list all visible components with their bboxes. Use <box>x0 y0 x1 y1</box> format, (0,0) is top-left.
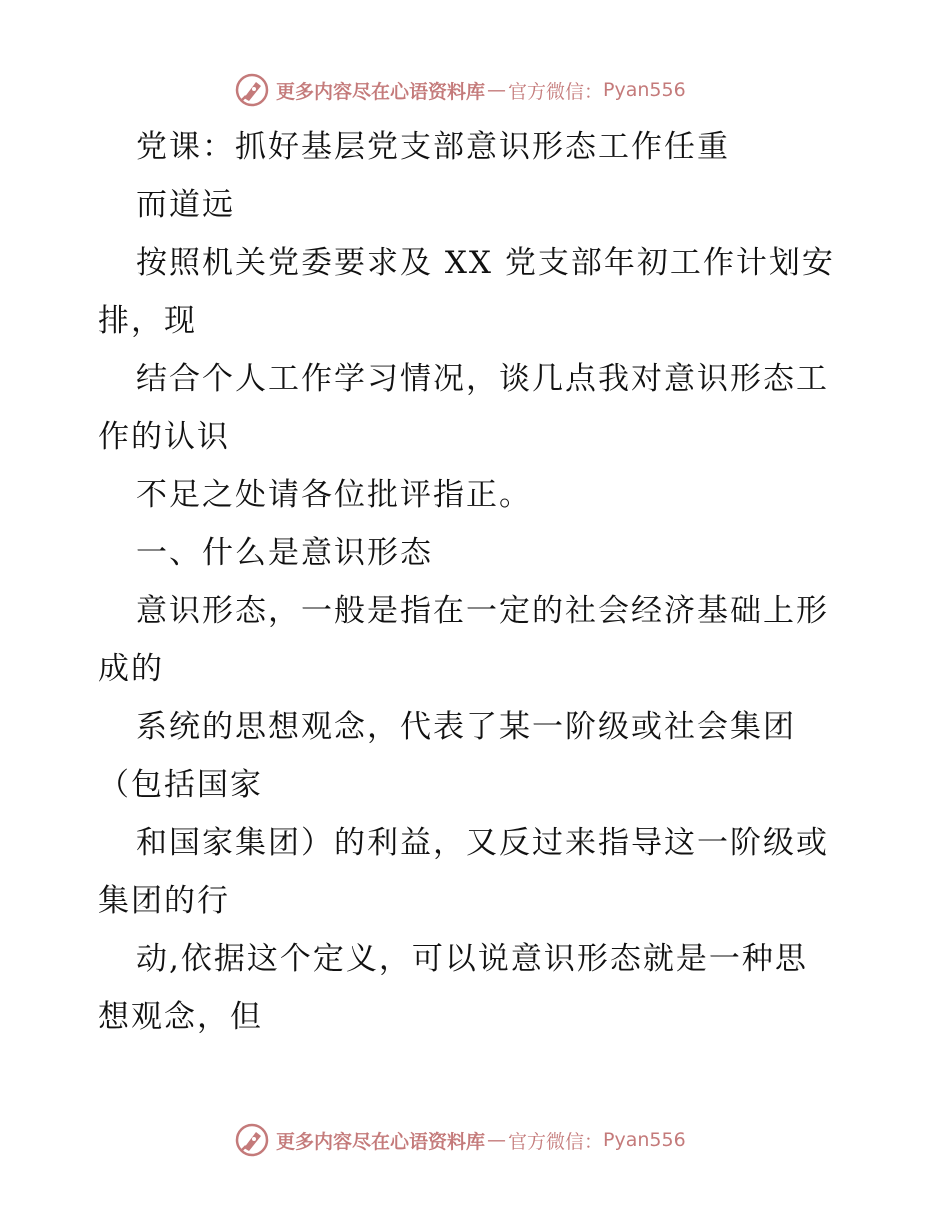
watermark-site-text: 更多内容尽在心语资料库 <box>276 80 486 103</box>
paragraph-line: 意识形态，一般是指在一定的社会经济基础上形 <box>136 593 829 629</box>
paragraph-line: 集团的行 <box>98 883 230 919</box>
watermark-site-text: 更多内容尽在心语资料库 <box>276 1130 486 1153</box>
paragraph-line: 作的认识 <box>98 419 230 455</box>
paragraph-line: 结合个人工作学习情况，谈几点我对意识形态工 <box>136 361 829 397</box>
pen-nib-logo-icon <box>234 72 270 108</box>
paragraph-line: 系统的思想观念，代表了某一阶级或社会集团 <box>136 709 796 745</box>
title-line-2: 而道远 <box>136 187 235 223</box>
header-watermark <box>234 72 714 108</box>
paragraph-line: 不足之处请各位批评指正。 <box>136 477 532 513</box>
paragraph-line: 和国家集团）的利益，又反过来指导这一阶级或 <box>136 825 829 861</box>
pen-nib-logo-icon <box>234 1122 270 1158</box>
footer-watermark <box>234 1122 714 1158</box>
paragraph-line: 成的 <box>98 651 164 687</box>
paragraph-line: 按照机关党委要求及 XX 党支部年初工作计划安 <box>136 245 835 281</box>
section-heading: 一、什么是意识形态 <box>136 535 433 571</box>
watermark-wechat-label: 官方微信： <box>508 80 604 103</box>
watermark-dash: — <box>487 79 507 101</box>
watermark-dash: — <box>487 1129 507 1151</box>
paragraph-line: （包括国家 <box>98 767 263 803</box>
paragraph-line: 排，现 <box>98 303 197 339</box>
watermark-wechat-label: 官方微信： <box>508 1130 604 1153</box>
watermark-wechat-id: Pyan556 <box>603 79 686 101</box>
title-line-1: 党课：抓好基层党支部意识形态工作任重 <box>136 129 730 165</box>
paragraph-line: 想观念，但 <box>98 999 263 1035</box>
watermark-wechat-id: Pyan556 <box>603 1129 686 1151</box>
paragraph-line: 动,依据这个定义，可以说意识形态就是一种思 <box>136 941 808 977</box>
